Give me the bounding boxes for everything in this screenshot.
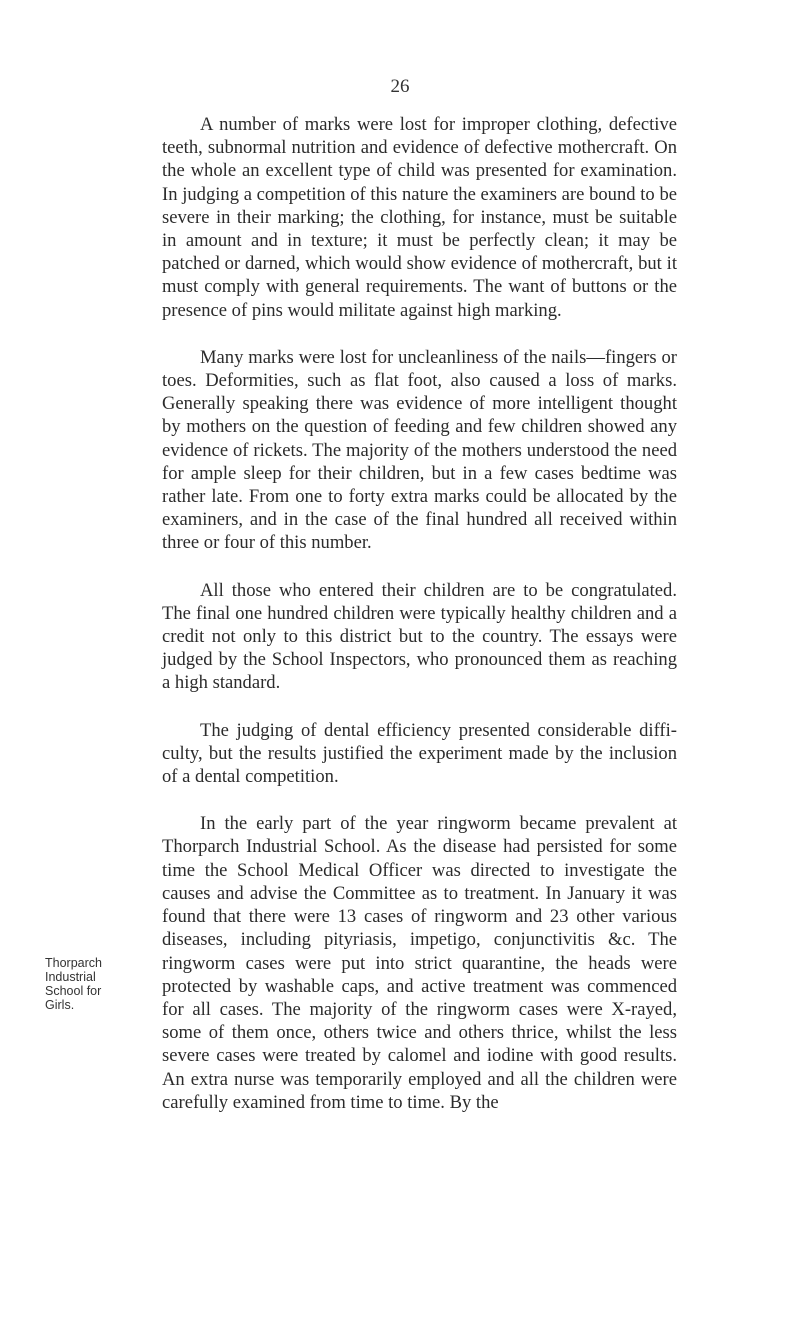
margin-note-line: School for — [45, 984, 102, 998]
paragraph-clothing-marks: A number of marks were lost for improper clothing, defective teeth, subnormal nutrition and evidence of defective mothercraft. On the whole an excellent type of child was presented for examination. In judging a competition of this nature the examiners are bound to be severe in their marking; the clothing, for instance, must be suitable in amount and in texture; it must be perfectly clean; it may be patched or darned, which would show evidence of mothercraft, but it must comply with general requirements. The want of buttons or the presence of pins would militate against high marking. — [162, 114, 677, 321]
paragraph-dental-competition: The judging of dental efficiency presented considerable difficulty, but the results justified the experiment made by the inclusion of a dental competition. — [162, 719, 677, 788]
margin-note-line: Thorparch — [45, 956, 102, 970]
paragraph-congratulations: All those who entered their children are to be congratulated. The final one hundred children were typically healthy children and a credit not only to this district but to the country. The essays were judged by the School Inspectors, who pronounced them as reaching a high standard. — [162, 579, 677, 694]
margin-note — [45, 956, 145, 1012]
margin-note-line: Girls. — [45, 998, 75, 1012]
paragraph-nails-deformities: Many marks were lost for uncleanliness of the nails—fingers or toes. Deformities, such as flat foot, also caused a loss of marks. Generally speaking there was evidence of more intelligent thought by mothers on the question of feeding and few children showed any evidence of rickets. The majority of the mothers understood the need for ample sleep for their children, but in a few cases bedtime was rather late. From one to forty extra marks could be allocated by the examiners, and in the case of the final hundred all received within three or four of this number. — [162, 346, 677, 554]
margin-note-line: Industrial — [45, 970, 96, 984]
page-number: 26 — [390, 76, 410, 97]
body-text — [162, 113, 677, 1114]
paragraph-ringworm: In the early part of the year ringworm became prevalent at Thorparch Industrial School. As the disease had persisted for some time the School Medical Officer was directed to investigate the causes and advise the Committee as to treatment. In January it was found that there were 13 cases of ringworm and 23 other various diseases, including pityriasis, impetigo, conjunctivitis &c. The ringworm cases were put into strict quarantine, the heads were protected by washable caps, and active treatment was commenced for all cases. The majority of the ringworm cases were X-rayed, some of them once, others twice and others thrice, whilst the less severe cases were treated by calomel and iodine with good results. An extra nurse was temporarily employed and all the children were carefully examined from time to time. By the — [162, 813, 677, 1113]
